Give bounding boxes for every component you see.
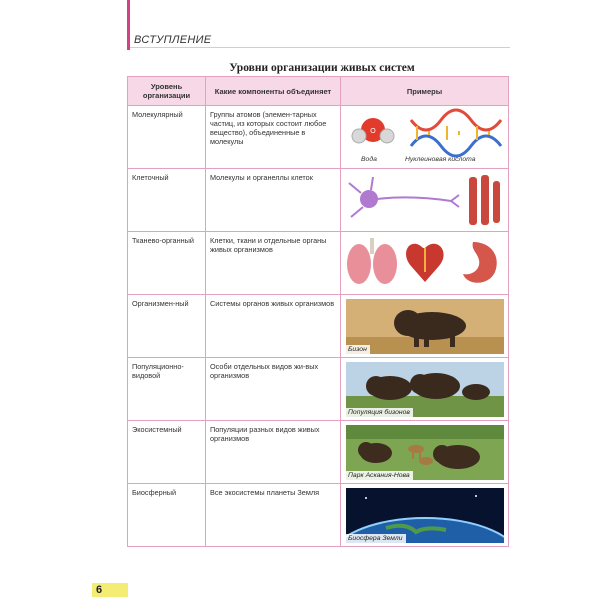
neuron-icon (360, 190, 378, 208)
level-name: Тканево-органный (132, 236, 194, 245)
level-name: Организмен-ный (132, 299, 189, 308)
components-text: Группы атомов (элемен-тарных частиц, из которых состоит любое вещество), объединенные в молекулы (210, 110, 327, 146)
example-organism (341, 295, 508, 357)
section-heading: ВСТУПЛЕНИЕ (134, 34, 212, 46)
level-name: Биосферный (132, 488, 177, 497)
level-name: Клеточный (132, 173, 169, 182)
table-row (128, 169, 509, 232)
components-text: Все экосистемы планеты Земля (210, 488, 320, 497)
hydrogen-atom (352, 129, 366, 143)
example-population (341, 358, 508, 420)
example-cells (341, 169, 508, 231)
example-ecosystem (341, 421, 508, 483)
organs-illustration (341, 232, 509, 294)
example-organs (341, 232, 508, 294)
stomach-icon (463, 242, 497, 283)
header-level: Уровень организации (128, 77, 206, 106)
cells-illustration (341, 169, 509, 231)
heart-icon (406, 244, 444, 282)
water-caption: Вода (361, 156, 377, 163)
accent-bar (127, 0, 130, 50)
dna-strand (411, 110, 501, 130)
table-row (128, 106, 509, 169)
level-name: Популяционно-видовой (132, 362, 184, 380)
components-text: Популяции разных видов живых организмов (210, 425, 320, 443)
table-title: Уровни организации живых систем (229, 62, 415, 74)
svg-text:O: O (370, 128, 376, 135)
divider (130, 47, 510, 48)
nucleic-acid-caption: Нуклеиновая кислота (405, 156, 476, 163)
table-row (128, 421, 509, 484)
level-name: Молекулярный (132, 110, 183, 119)
hydrogen-atom (380, 129, 394, 143)
levels-table (127, 76, 509, 547)
photo-caption: Парк Аскания-Нова (345, 471, 413, 480)
photo-caption: Популяция бизонов (345, 408, 413, 417)
lungs-icon (347, 238, 397, 284)
table-row (128, 232, 509, 295)
header-components: Какие компоненты объединяет (206, 77, 341, 106)
level-name: Экосистемный (132, 425, 182, 434)
table-header-row (128, 77, 509, 106)
components-text: Особи отдельных видов жи-вых организмов (210, 362, 319, 380)
table-row (128, 484, 509, 547)
components-text: Молекулы и органеллы клеток (210, 173, 313, 182)
photo-caption: Биосфера Земли (345, 534, 406, 543)
example-molecules (341, 106, 508, 168)
photo-caption: Бизон (345, 345, 370, 354)
page-number: 6 (92, 583, 128, 597)
table-row (128, 358, 509, 421)
components-text: Клетки, ткани и отдельные органы живых организмов (210, 236, 327, 254)
dna-strand (411, 136, 501, 156)
table-row (128, 295, 509, 358)
muscle-fiber-icon (469, 175, 500, 225)
header-examples: Примеры (341, 77, 509, 106)
example-biosphere (341, 484, 508, 546)
components-text: Системы органов живых организмов (210, 299, 335, 308)
